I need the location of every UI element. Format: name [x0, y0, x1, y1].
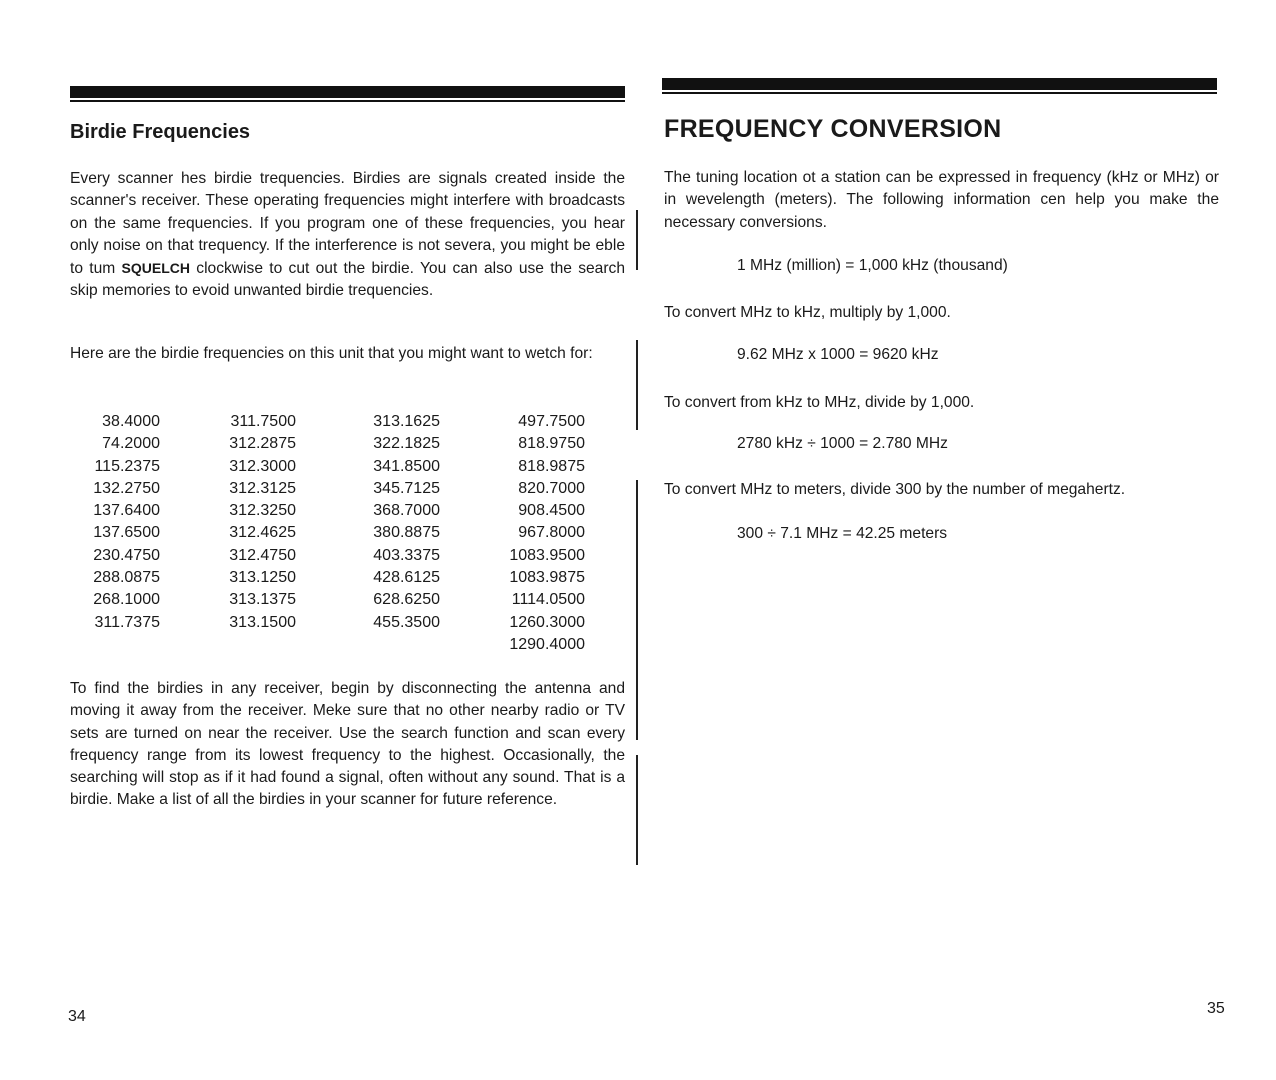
page-number-left: 34 — [68, 1008, 86, 1025]
frequency-value: 115.2375 — [94, 457, 160, 475]
header-rule — [70, 86, 625, 98]
frequency-value: 1083.9875 — [509, 569, 585, 587]
rule-mhz-to-meters: To convert MHz to meters, divide 300 by the number of megahertz. — [664, 481, 1126, 498]
intro-text-start: Every scanner hes birdie trequencies. Birdies are signals created inside the scanner's receiver. These operating frequencies might interfere with broadcasts on the same frequencies. If you program one of these frequencies, you hear only noise on that trequency. If the interference is not severa, you might be eble to tum — [70, 170, 625, 278]
frequency-value: 341.8500 — [373, 457, 440, 475]
frequency-value: 345.7125 — [373, 479, 440, 497]
frequency-value: 137.6400 — [93, 502, 160, 520]
frequency-value: 497.7500 — [518, 413, 585, 430]
frequency-value: 1290.4000 — [509, 635, 585, 653]
frequency-value: 312.4625 — [229, 524, 296, 542]
frequency-value: 313.1375 — [229, 591, 296, 609]
frequency-value: 38.4000 — [102, 413, 160, 430]
example-khz-to-mhz: 2780 kHz ÷ 1000 = 2.780 MHz — [737, 435, 948, 452]
frequency-value: 230.4750 — [93, 546, 160, 564]
frequency-value: 368.7000 — [373, 502, 440, 520]
frequency-value: 820.7000 — [518, 479, 585, 497]
section-heading: FREQUENCY CONVERSION — [664, 115, 1002, 143]
frequency-value: 312.2875 — [229, 435, 296, 453]
equation-mhz-khz: 1 MHz (million) = 1,000 kHz (thousand) — [737, 257, 1008, 274]
page-gutter-mark — [636, 755, 638, 865]
right-page — [640, 0, 1276, 1080]
frequency-value: 1114.0500 — [511, 591, 585, 609]
frequency-value: 455.3500 — [373, 613, 440, 631]
example-mhz-to-meters: 300 ÷ 7.1 MHz = 42.25 meters — [737, 525, 948, 542]
frequency-column — [350, 411, 440, 634]
intro-paragraph — [70, 168, 625, 303]
frequency-value: 312.3125 — [229, 479, 296, 497]
frequency-value: 132.2750 — [93, 479, 160, 497]
frequency-value: 908.4500 — [518, 502, 585, 520]
rule-khz-to-mhz: To convert from kHz to MHz, divide by 1,000. — [664, 394, 975, 411]
frequency-value: 312.3000 — [229, 457, 296, 475]
frequency-value: 74.2000 — [102, 435, 160, 453]
frequency-value: 288.0875 — [93, 569, 160, 587]
frequency-value: 312.3250 — [229, 502, 296, 520]
conversion-intro: The tuning location ot a station can be expressed in frequency (kHz or MHz) or in wevelength (meters). The following information cen help you make the necessary conversions. — [664, 169, 1219, 231]
frequency-value: 311.7375 — [94, 613, 160, 631]
page-gutter-mark — [636, 340, 638, 430]
frequency-value: 313.1500 — [229, 613, 296, 631]
frequency-value: 380.8875 — [373, 524, 440, 542]
section-heading: Birdie Frequencies — [70, 121, 251, 143]
frequency-column — [495, 411, 585, 656]
rule-mhz-to-khz: To convert MHz to kHz, multiply by 1,000. — [664, 304, 951, 321]
frequency-value: 322.1825 — [373, 435, 440, 453]
example-mhz-to-khz: 9.62 MHz x 1000 = 9620 kHz — [737, 346, 939, 363]
page-gutter-mark — [636, 210, 638, 270]
squelch-keyword: SQUELCH — [121, 260, 190, 277]
frequency-value: 312.4750 — [229, 546, 296, 564]
page-number-right: 35 — [1207, 1000, 1225, 1017]
frequency-column — [206, 411, 296, 634]
frequency-value: 818.9875 — [518, 457, 585, 475]
frequency-value: 313.1625 — [373, 413, 440, 430]
frequency-value: 428.6125 — [373, 569, 440, 587]
frequency-value: 967.8000 — [518, 524, 585, 542]
intro-text-end: clockwise to cut out the birdie. You can also use the search skip memories to evoid unwanted birdie trequencies. — [70, 260, 625, 300]
page-gutter-mark — [636, 480, 638, 740]
frequency-list-intro: Here are the birdie frequencies on this unit that you might want to wetch for: — [70, 345, 593, 362]
frequency-value: 1083.9500 — [509, 546, 585, 564]
frequency-value: 818.9750 — [518, 435, 585, 453]
frequency-value: 137.6500 — [93, 524, 160, 542]
frequency-value: 1260.3000 — [509, 613, 585, 631]
frequency-value: 311.7500 — [230, 413, 296, 430]
find-birdies-paragraph: To find the birdies in any receiver, begin by disconnecting the antenna and moving it away from the receiver. Meke sure that no other nearby radio or TV sets are turned on near the receiver. Use the search function and scan every frequency range from its lowest frequency to the highest. Occasionally, the searching will stop as if it had found a signal, often without any sound. That is a birdie. Make a list of all the birdies in your scanner for future reference. — [70, 680, 625, 809]
header-rule — [662, 78, 1217, 90]
frequency-value: 268.1000 — [93, 591, 160, 609]
frequency-column — [70, 411, 160, 634]
frequency-value: 313.1250 — [229, 569, 296, 587]
frequency-value: 628.6250 — [373, 591, 440, 609]
frequency-value: 403.3375 — [373, 546, 440, 564]
